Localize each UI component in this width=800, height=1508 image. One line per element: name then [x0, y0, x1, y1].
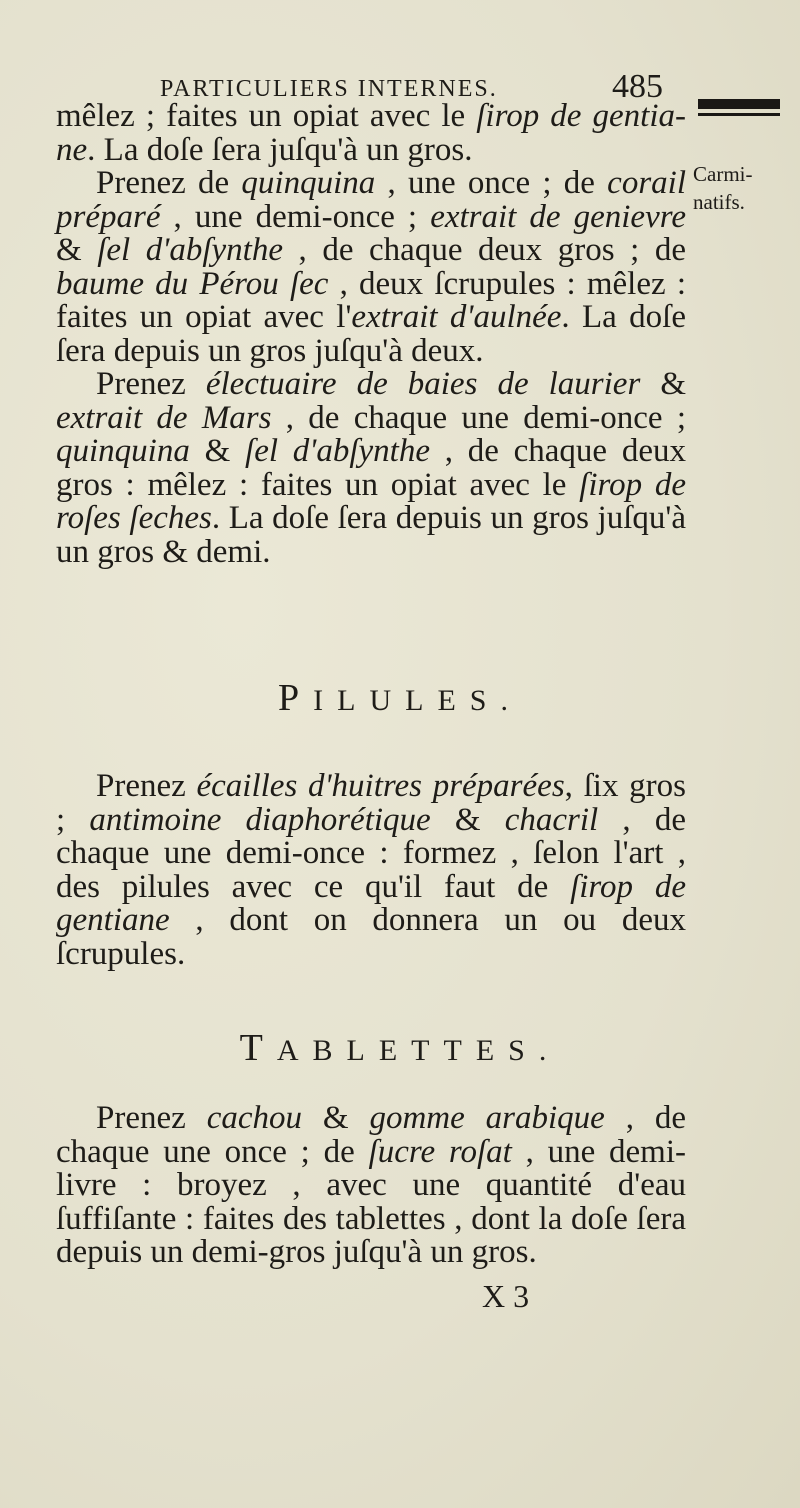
italic-term: extrait d'aulnée [351, 299, 562, 335]
text-run: . La doſe ſera depuis un gros juſqu'à deux. [56, 299, 686, 369]
signature-mark: X 3 [482, 1278, 530, 1314]
text-run: & [189, 433, 246, 469]
paragraph [56, 1102, 686, 1270]
text-run: , de chaque une demi-once : formez , ſelon l'art , des pilules avec ce qu'il faut de [56, 801, 686, 905]
italic-term: cachou [206, 1100, 302, 1136]
text-run: , une demi-once ; [160, 198, 431, 235]
text-run: , de chaque deux gros ; de [282, 232, 686, 268]
text-run: mêlez ; faites un opiat avec le [56, 98, 477, 134]
tablettes-recipe [56, 1102, 686, 1270]
text-run: Prenez [96, 366, 206, 402]
italic-term: ſel d'abſynthe [97, 232, 283, 268]
italic-term: quinquina [241, 165, 376, 201]
italic-term: électuaire de baies de laurier [205, 366, 641, 402]
text-run: & [430, 801, 505, 838]
paragraph [56, 100, 686, 167]
italic-term: ſirop de roſes ſeches [56, 466, 686, 536]
running-title: PARTICULIERS INTERNES. [160, 76, 498, 102]
margin-note-line-2: natifs. [693, 190, 745, 214]
margin-note-line-1: Carmi- [693, 162, 753, 186]
text-run: , une once ; de [375, 165, 608, 201]
text-run: , une demi-livre : broyez , avec une quantité d'eau ſuffiſante : faites des tablettes , dont la doſe ſera depuis un demi-gros juſqu'à un gros. [56, 1133, 687, 1270]
opiat-recipes [56, 100, 686, 569]
text-run: , de chaque deux gros : mêlez : faites un opiat avec le [56, 433, 686, 503]
italic-term: ſirop de gentiane [56, 868, 686, 938]
text-run: . La doſe ſera depuis un gros juſqu'à un gros & demi. [56, 500, 686, 570]
text-run: & [640, 366, 686, 402]
page-number: 485 [612, 68, 663, 105]
italic-term: antimoine diaphorétique [89, 801, 431, 838]
text-run: , deux ſcrupules : mêlez : faites un opiat avec l' [56, 265, 686, 335]
margin-note [693, 160, 752, 216]
ornament-rule-icon [698, 99, 780, 116]
italic-term: extrait de genievre [430, 198, 686, 235]
text-run: Prenez de [96, 165, 242, 201]
pilules-recipe [56, 770, 686, 971]
text-run: , ſix gros ; [56, 768, 686, 838]
text-run: & [301, 1100, 370, 1136]
italic-term: baume du Pérou ſec [56, 265, 329, 302]
text-run: Prenez [96, 768, 197, 804]
section-heading-tablettes: TABLETTES. [239, 1027, 561, 1069]
text-run: . La doſe ſera juſqu'à un gros. [87, 131, 473, 168]
text-run: Prenez [96, 1100, 207, 1136]
italic-term: ſirop de gentia-ne [56, 98, 686, 168]
italic-term: extrait de Mars [56, 399, 272, 436]
text-run: , dont on donnera un ou deux ſcrupules. [56, 902, 686, 972]
paragraph [56, 167, 686, 368]
section-heading-pilules: PILULES. [278, 677, 522, 719]
paragraph [56, 368, 686, 569]
italic-term: chacril [504, 801, 599, 838]
italic-term: quinquina [56, 433, 190, 469]
italic-term: écailles d'huitres préparées [196, 768, 565, 804]
text-run: , de chaque une demi-once ; [271, 399, 687, 436]
italic-term: ſel d'abſynthe [245, 433, 430, 469]
text-run: , de chaque une once ; de [56, 1100, 687, 1170]
italic-term: corail préparé [56, 165, 686, 235]
paragraph [56, 770, 686, 971]
italic-term: gomme arabique [369, 1100, 605, 1136]
text-run: & [56, 232, 98, 268]
italic-term: ſucre roſat [368, 1133, 512, 1170]
